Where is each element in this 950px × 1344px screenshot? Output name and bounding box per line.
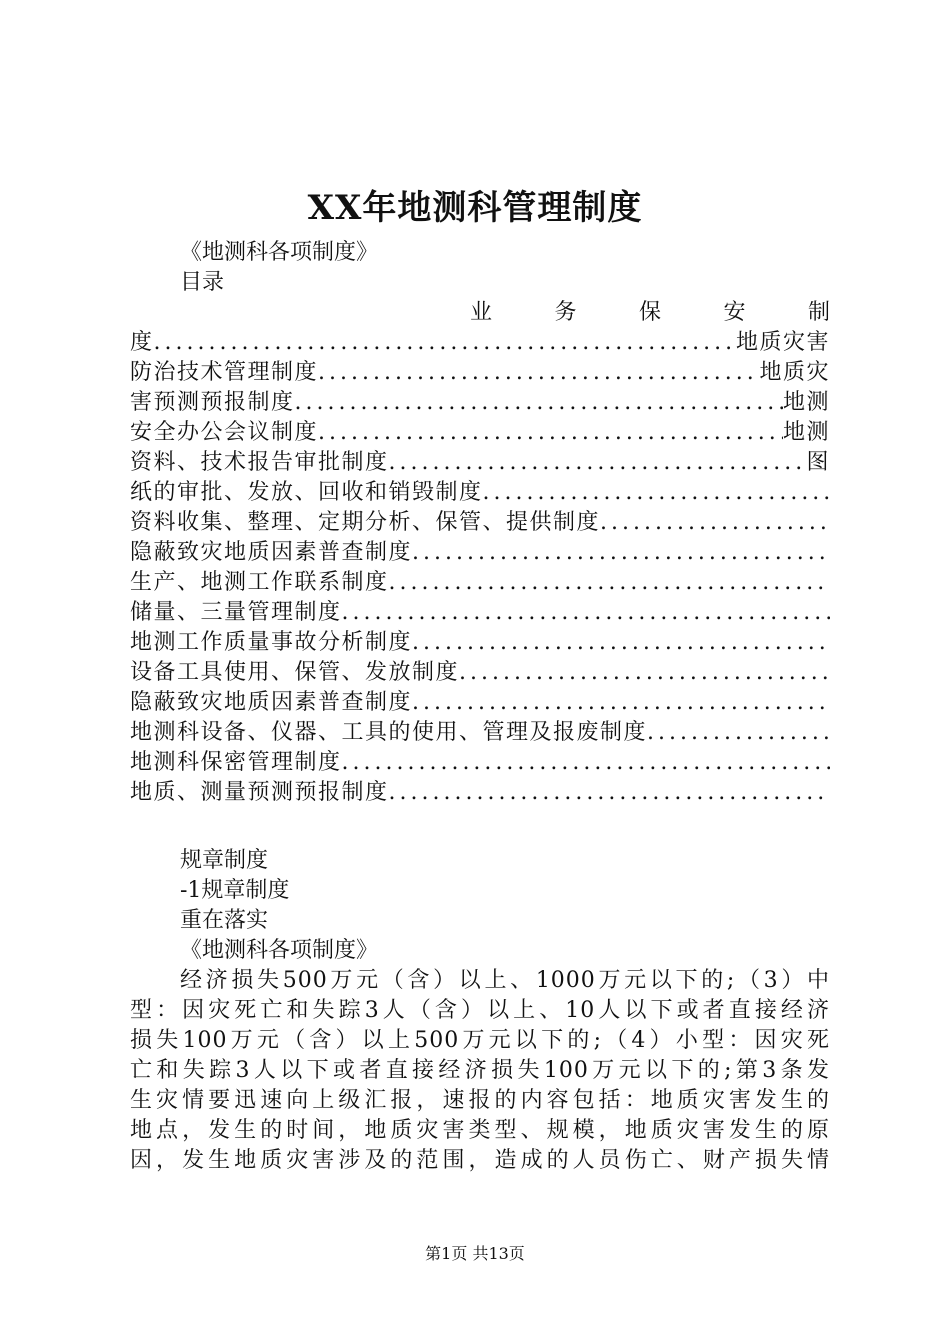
toc-entry[interactable]: [130, 718, 830, 748]
paragraph-line: 损失100万元（含）以上500万元以下的;（4）小型：因灾死: [130, 1028, 830, 1053]
toc-leader: [412, 688, 830, 718]
toc-entry[interactable]: [130, 568, 830, 598]
toc-leader: [318, 418, 783, 448]
toc-leader: [342, 748, 830, 778]
toc-entry[interactable]: [130, 628, 830, 658]
toc-entry-text: 隐蔽致灾地质因素普查制度: [130, 690, 413, 715]
toc-leader: [647, 718, 830, 748]
toc-char: 保: [638, 300, 661, 325]
section-heading: 规章制度: [180, 848, 269, 873]
toc-entry-text: 防治技术管理制度: [130, 360, 319, 385]
toc-entry-text: 资料、技术报告审批制度: [130, 450, 389, 475]
toc-entry-text: 资料收集、整理、定期分析、保管、提供制度: [130, 510, 601, 535]
toc-entry-text: 地测工作质量事故分析制度: [130, 630, 413, 655]
toc-leader: [483, 478, 830, 508]
section-heading: -1规章制度: [180, 878, 290, 903]
toc-leader: [342, 598, 830, 628]
toc-entry-text: 地测科保密管理制度: [130, 750, 342, 775]
toc-entry[interactable]: [130, 448, 830, 478]
document-title: XX年地测科管理制度: [307, 188, 643, 228]
toc-entry-text: 度: [130, 330, 154, 355]
toc-entry[interactable]: [130, 508, 830, 538]
toc-char: 安: [723, 300, 746, 325]
paragraph-line: 因，发生地质灾害涉及的范围，造成的人员伤亡、财产损失情: [130, 1148, 830, 1173]
toc-entry-tail: 地测: [782, 390, 830, 415]
toc-leader: [600, 508, 830, 538]
toc-entry[interactable]: [130, 478, 830, 508]
toc-entry-tail: 地质灾害: [735, 330, 830, 355]
toc-entry-tail: 地测: [782, 420, 830, 445]
paragraph-line: 亡和失踪3人以下或者直接经济损失100万元以下的;第3条发: [130, 1058, 830, 1083]
toc-entry-text: 地质、测量预测预报制度: [130, 780, 389, 805]
toc-entry[interactable]: [130, 598, 830, 628]
paragraph-line: 型：因灾死亡和失踪3人（含）以上、10人以下或者直接经济: [130, 998, 830, 1023]
toc-heading: 目录: [180, 270, 225, 295]
toc-entry-text: 储量、三量管理制度: [130, 600, 342, 625]
toc-leader: [412, 628, 830, 658]
toc-entry[interactable]: [130, 388, 830, 418]
toc-char: 业: [470, 300, 493, 325]
page-footer: 第1页 共13页: [425, 1244, 525, 1263]
section-heading: 《地测科各项制度》: [180, 938, 379, 963]
paragraph-line: 生灾情要迅速向上级汇报，速报的内容包括：地质灾害发生的: [130, 1088, 830, 1113]
toc-entry-text: 害预测预报制度: [130, 390, 295, 415]
toc-leader: [295, 388, 783, 418]
toc-entry[interactable]: [130, 688, 830, 718]
paragraph-line: 地点，发生的时间，地质灾害类型、规模，地质灾害发生的原: [130, 1118, 830, 1143]
subtitle: 《地测科各项制度》: [180, 240, 379, 265]
toc-entry-text: 地测科设备、仪器、工具的使用、管理及报废制度: [130, 720, 648, 745]
toc-leader: [389, 778, 830, 808]
toc-entry[interactable]: [130, 538, 830, 568]
toc-entry[interactable]: [130, 658, 830, 688]
toc-entry-tail: 地质灾: [759, 360, 830, 385]
toc-entry-text: 安全办公会议制度: [130, 420, 319, 445]
toc-entry-tail: 图: [806, 450, 830, 475]
toc-entry-text: 纸的审批、发放、回收和销毁制度: [130, 480, 483, 505]
toc-leader: [389, 568, 830, 598]
toc-entry[interactable]: [130, 418, 830, 448]
toc-entry-text: 隐蔽致灾地质因素普查制度: [130, 540, 413, 565]
section-heading: 重在落实: [180, 908, 269, 933]
toc-entry[interactable]: [130, 328, 830, 358]
toc-char: 务: [554, 300, 577, 325]
toc-leader: [459, 658, 830, 688]
rules-section: [130, 846, 830, 1176]
toc-entry[interactable]: [130, 748, 830, 778]
toc-char: 制: [807, 300, 830, 325]
toc-leader: [318, 358, 759, 388]
toc-spread-line: [130, 298, 830, 328]
toc-entry-text: 设备工具使用、保管、发放制度: [130, 660, 460, 685]
document-body: [130, 238, 830, 808]
body-paragraph: [130, 966, 830, 1176]
paragraph-line: 经济损失500万元（含）以上、1000万元以下的;（3）中: [180, 968, 830, 993]
toc-list: [130, 328, 830, 808]
toc-entry[interactable]: [130, 358, 830, 388]
toc-leader: [154, 328, 736, 358]
toc-entry[interactable]: [130, 778, 830, 808]
toc-leader: [412, 538, 830, 568]
toc-entry-text: 生产、地测工作联系制度: [130, 570, 389, 595]
toc-leader: [389, 448, 807, 478]
